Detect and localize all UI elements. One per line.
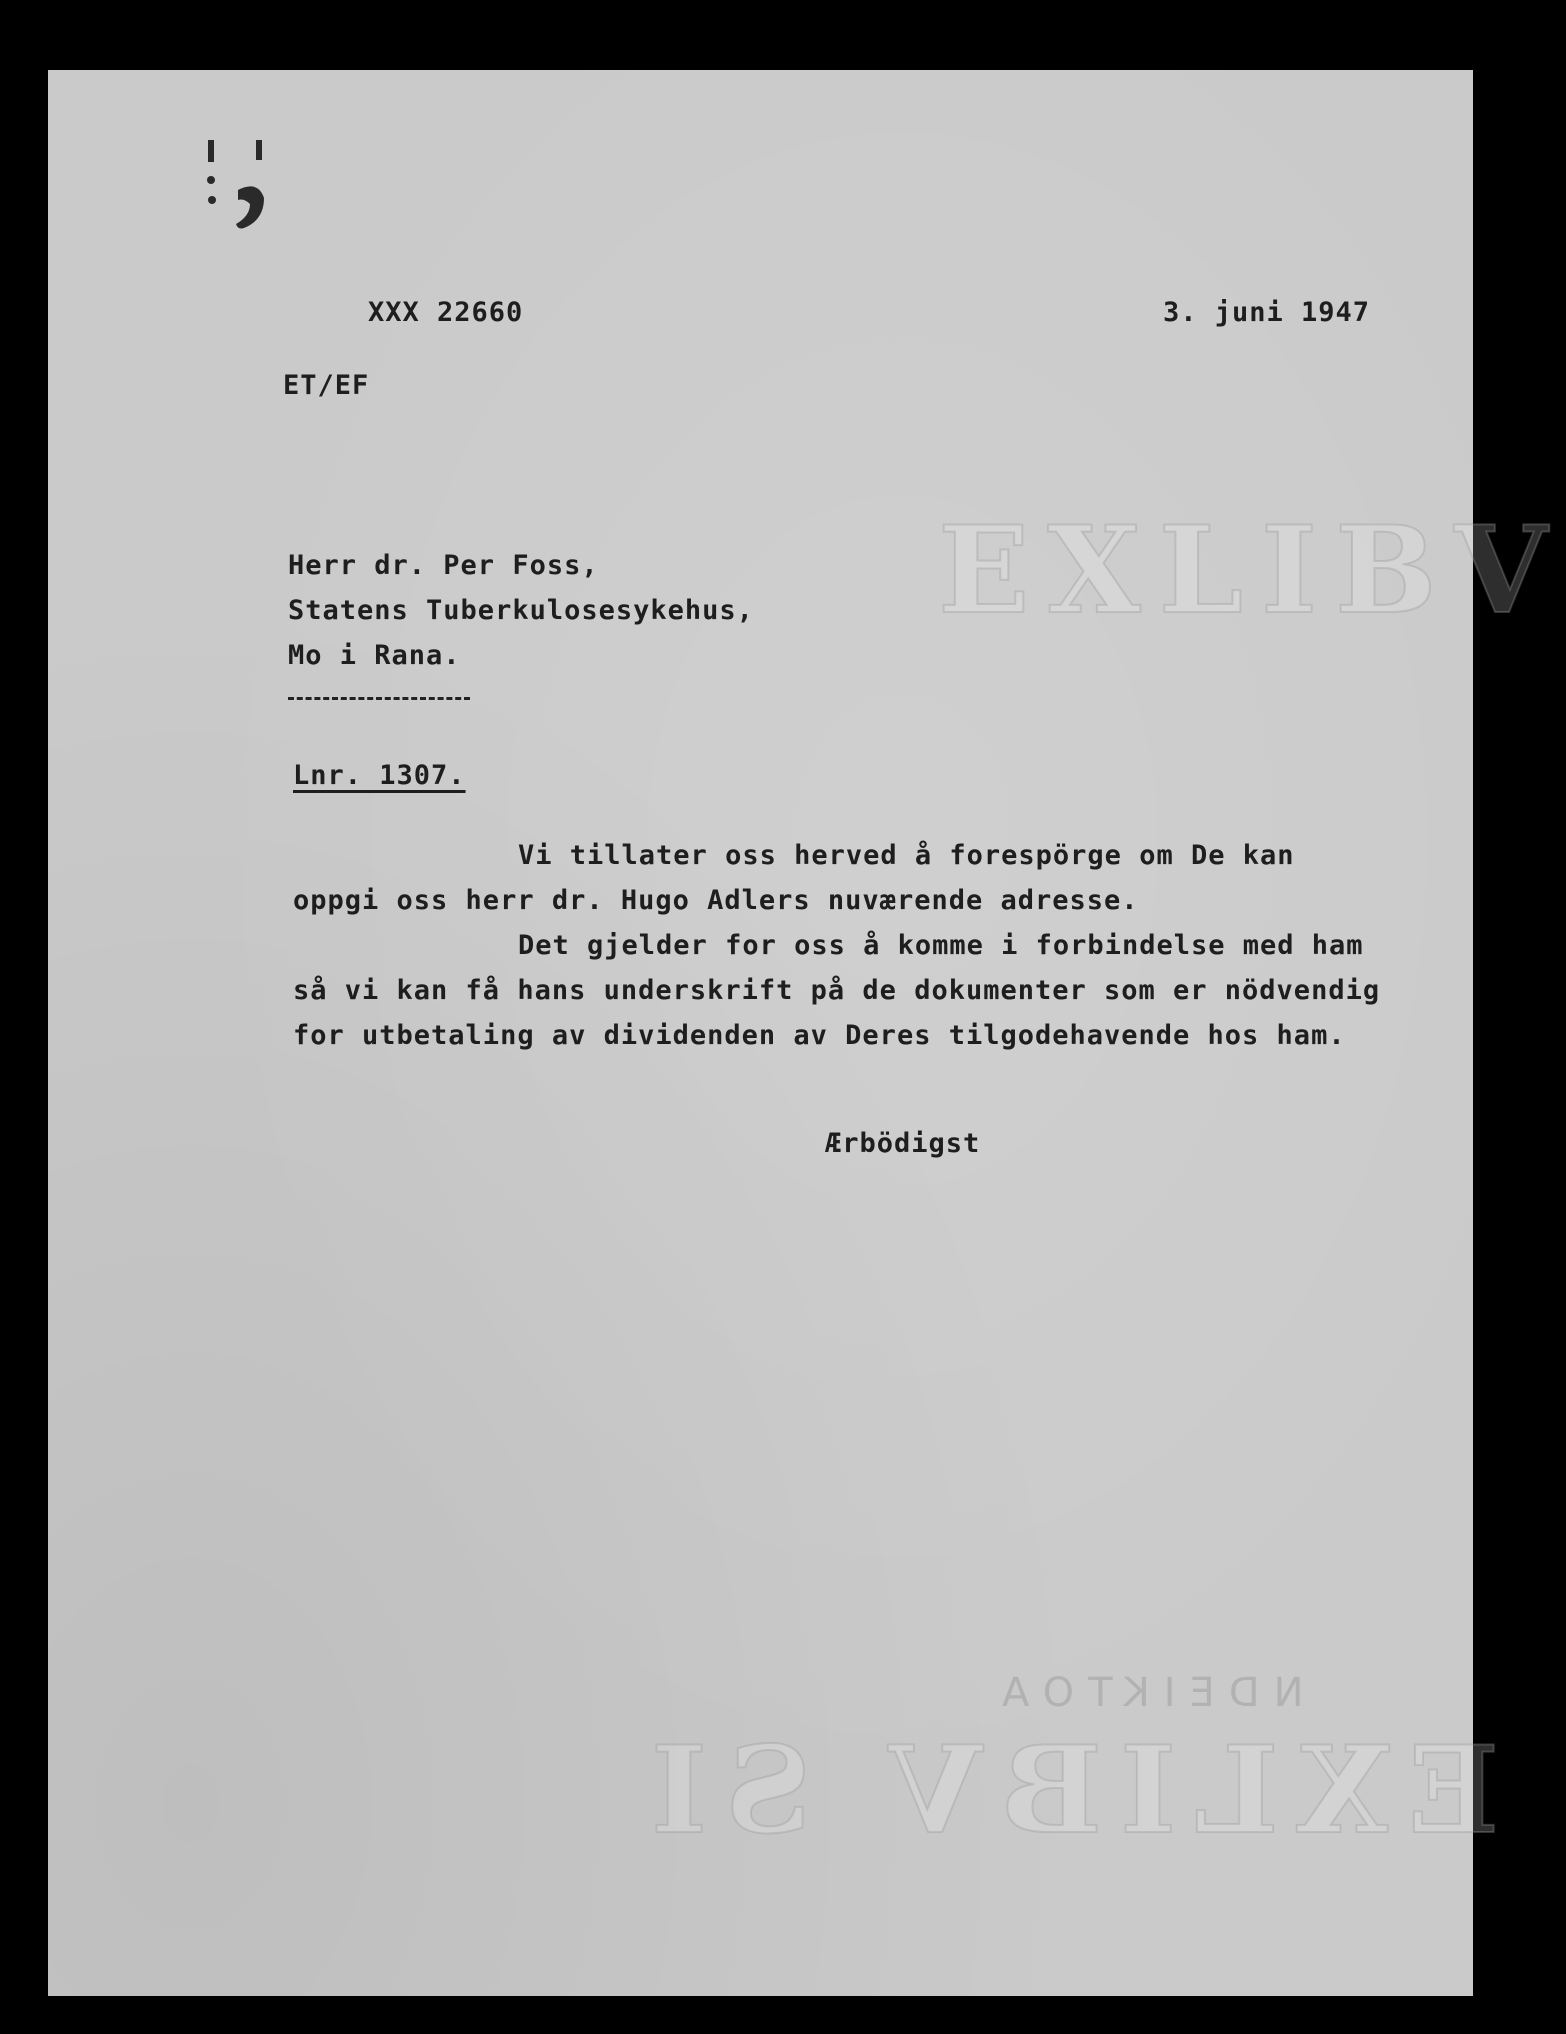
recipient-name: Herr dr. Per Foss, [288,550,599,581]
initials: ET/EF [283,370,370,401]
reference-number: XXX 22660 [368,297,524,328]
subject-line: Lnr. 1307. [293,760,466,791]
closing: Ærbödigst [825,1128,981,1159]
body-paragraph-2-line-2: så vi kan få hans underskrift på de dokumenter som er nödvendig [293,975,1381,1006]
embossed-stamp-bottom-small: NDEIKTOA [988,1670,1304,1716]
body-paragraph-2-line-3: for utbetaling av dividenden av Deres tilgodehavende hos ham. [293,1020,1346,1051]
punch-hole-marks [198,140,288,240]
recipient-city: Mo i Rana. [288,640,461,671]
embossed-stamp-top: EXLIBV [938,500,1566,641]
letter-page [48,70,1566,1996]
recipient-institution: Statens Tuberkulosesykehus, [288,595,754,626]
body-paragraph-2-line-1: Det gjelder for oss å komme i forbindelse med ham [518,930,1364,961]
letter-date: 3. juni 1947 [1163,297,1371,328]
body-paragraph-1-line-1: Vi tillater oss herved å forespörge om De kan [518,840,1295,871]
embossed-stamp-bottom: EXLIBV SI [633,1720,1500,1861]
recipient-divider [288,697,470,700]
body-paragraph-1-line-2: oppgi oss herr dr. Hugo Adlers nuværende adresse. [293,885,1139,916]
